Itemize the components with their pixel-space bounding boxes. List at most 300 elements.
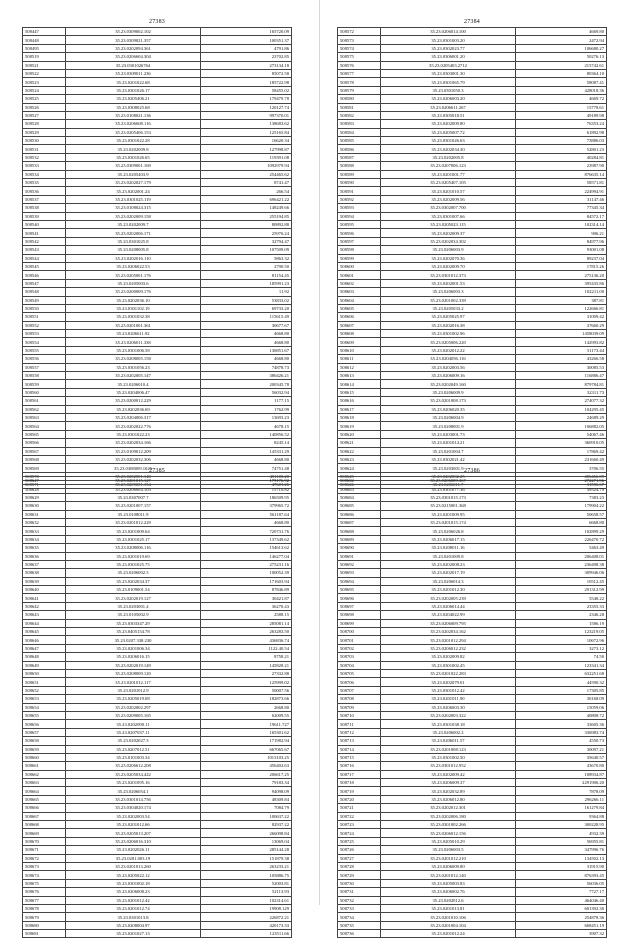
table-row [338,405,607,413]
row-code-cell: 35.23.0201019.69 [66,552,201,560]
row-code-cell: 35.23.0202094.361 [66,44,201,52]
row-id-cell: 508619 [338,422,381,430]
row-code-cell: 35.23.0201022.283 [381,669,516,677]
row-code-cell: 35.23.0204022.99 [381,611,516,619]
table-row [338,804,607,812]
row-code-cell: 35.23.0205003.83 [381,879,516,887]
table-row [23,594,292,602]
row-code-cell: 35.23.0301026.65 [66,153,201,161]
row-id-cell: 508734 [338,913,381,921]
row-code-cell: 35.23.0208009.120 [66,669,201,677]
row-id-cell: 508644 [23,619,66,627]
row-id-cell: 508628 [23,485,66,493]
row-code-cell: 35.23.0206012.156 [381,829,516,837]
row-id-cell: 508598 [338,246,381,254]
row-code-cell: 35.23.0206009.37 [381,779,516,787]
table-row [338,422,607,430]
table-row [23,678,292,686]
row-amount-cell: 102899.29 [516,527,607,535]
row-id-cell: 508605 [338,304,381,312]
row-id-cell: 508668 [23,821,66,829]
row-amount-cell: 8758.21 [201,653,292,661]
row-code-cell: 35.23.0203001.73 [381,430,516,438]
row-amount-cell: 161279.84 [516,804,607,812]
row-id-cell: 508645 [23,628,66,636]
row-amount-cell: 879784.81 [516,380,607,388]
table-row [338,262,607,270]
row-id-cell: 508577 [338,69,381,77]
row-amount-cell: 79183.34 [201,779,292,787]
table-row [338,296,607,304]
row-amount-cell: 165720.09 [201,28,292,36]
table-row [23,28,292,36]
row-id-cell: 508556 [23,355,66,363]
row-amount-cell: 106882.05 [516,422,607,430]
row-code-cell: 35.23.0201011.90 [381,695,516,703]
row-code-cell: 35.23.0202016.110 [66,254,201,262]
table-row [338,594,607,602]
table-row [338,128,607,136]
row-id-cell: 508542 [23,237,66,245]
data-table [22,27,292,489]
table-row [338,896,607,904]
row-id-cell: 508553 [23,330,66,338]
row-code-cell: 35.23.0205001.176 [66,271,201,279]
row-code-cell: 35.23.0308009.1026 [66,464,201,472]
table-row [338,53,607,61]
row-code-cell: 35.23.0301002.266 [381,821,516,829]
row-amount-cell: 273134.18 [201,61,292,69]
row-id-cell: 508708 [338,695,381,703]
row-code-cell: 35.23.0202036.69 [66,405,201,413]
row-amount-cell: 80364.10 [516,69,607,77]
row-id-cell: 508658 [23,737,66,745]
row-id-cell: 508627 [23,477,66,485]
row-code-cell: 35.23.0201015.174 [381,518,516,526]
row-amount-cell: 100637.22 [201,812,292,820]
row-id-cell: 508589 [338,170,381,178]
table-row [338,246,607,254]
table-row [23,120,292,128]
row-amount-cell: 182873.66 [201,695,292,703]
row-code-cell: 35.23.0202016.38 [381,321,516,329]
row-amount-cell: 263283.50 [201,628,292,636]
row-code-cell: 35.23.0207.338.230 [66,636,201,644]
row-amount-cell: 601392.30 [516,904,607,912]
row-id-cell: 508641 [23,594,66,602]
row-amount-cell: 266.54 [201,187,292,195]
row-id-cell: 508687 [338,518,381,526]
table-row [23,720,292,728]
table-row [338,611,607,619]
table-row [338,179,607,187]
table-row [338,330,607,338]
row-amount-cell: 291312.99 [516,586,607,594]
table-row [23,669,292,677]
row-code-cell: 35.23.0202002.297 [66,703,201,711]
table-row [338,78,607,86]
row-amount-cell: 82937.22 [201,821,292,829]
row-code-cell: 35.23.0201002.339 [381,296,516,304]
table-row [23,846,292,854]
row-amount-cell: 1458039.09 [516,330,607,338]
row-code-cell: 35.23.0207037.11 [66,728,201,736]
table-row [23,69,292,77]
table-row [23,246,292,254]
table-row [338,28,607,36]
row-code-cell: 35.23.0301032.38 [66,313,201,321]
table-row [23,535,292,543]
row-amount-cell: 2291906.20 [516,779,607,787]
row-code-cell: 35.23.0202012.301 [381,804,516,812]
row-amount-cell: 36270.43 [201,602,292,610]
row-id-cell: 508710 [338,711,381,719]
row-amount-cell: 93001.08 [516,246,607,254]
row-code-cell: 35.23.0206611.92 [66,330,201,338]
row-id-cell: 508634 [23,535,66,543]
row-amount-cell: 464046.40 [516,896,607,904]
row-id-cell: 508524 [23,86,66,94]
row-amount-cell: 16620.34 [201,137,292,145]
row-amount-cell: 5863.32 [201,254,292,262]
row-amount-cell: 7727.17 [516,888,607,896]
row-code-cell: 35.23.0206011.7 [381,481,516,489]
row-code-cell: 35.23.0201012.210 [381,854,516,862]
row-amount-cell: 206408.01 [516,552,607,560]
row-code-cell: 35.23.0309021.357 [66,36,201,44]
row-code-cell: 35.23.0202019.127 [66,594,201,602]
row-code-cell: 35.23.0301012.42 [381,686,516,694]
row-amount-cell: 15059.06 [516,703,607,711]
table-row [338,904,607,912]
row-code-cell: 35.23.0301002.18 [66,879,201,887]
row-id-cell: 508731 [338,888,381,896]
row-amount-cell: 74751.48 [201,464,292,472]
table-row [23,95,292,103]
row-code-cell: 35.23.0205033.2 [381,304,516,312]
row-code-cell: 35.23.0105002.9 [66,611,201,619]
row-amount-cell: 30421.87 [201,594,292,602]
row-id-cell: 508538 [23,204,66,212]
table-row [23,888,292,896]
table-row [338,644,607,652]
row-code-cell: 35.23.0202001.53 [381,279,516,287]
table-row [338,338,607,346]
table-row [338,137,607,145]
row-id-cell: 508640 [23,586,66,594]
row-id-cell: 508700 [338,628,381,636]
row-id-cell: 508669 [23,829,66,837]
row-amount-cell: 151879.38 [201,854,292,862]
table-row [338,527,607,535]
row-id-cell: 508697 [338,602,381,610]
row-id-cell: 508712 [338,728,381,736]
row-id-cell: 508681 [23,930,66,938]
table-row [338,502,607,510]
row-id-cell: 508590 [338,179,381,187]
table-row [23,619,292,627]
row-id-cell: 508609 [338,338,381,346]
row-code-cell: 35.23.0201009.8 [381,552,516,560]
row-amount-cell: 179479.78 [201,95,292,103]
row-code-cell: 35.23.0305018.51 [381,111,516,119]
row-code-cell: 35.23.0205010.29 [381,837,516,845]
table-row [338,212,607,220]
row-code-cell: 35.23.0204006.47 [66,388,201,396]
row-amount-cell: 4791.86 [201,44,292,52]
row-id-cell: 508552 [23,321,66,329]
table-row [23,455,292,463]
row-id-cell: 508584 [338,128,381,136]
row-amount-cell: 395435.86 [516,279,607,287]
row-code-cell: 35.23.0206003.20 [381,95,516,103]
table-row [338,753,607,761]
table-row [338,821,607,829]
row-amount-cell: 102314.61 [201,896,292,904]
row-id-cell: 508567 [23,447,66,455]
row-amount-cell: 206617.25 [201,770,292,778]
table-row [23,36,292,44]
row-amount-cell: 148249.66 [201,204,292,212]
row-id-cell: 508586 [338,145,381,153]
table-row [338,195,607,203]
row-code-cell: 35.23.0206020.35 [381,405,516,413]
table-row [338,288,607,296]
row-amount-cell: 17305.85 [516,686,607,694]
table-row [23,560,292,568]
table-row [23,753,292,761]
row-code-cell: 35.23.0205019.08 [66,695,201,703]
row-id-cell: 508550 [23,304,66,312]
row-amount-cell: 40284.81 [516,153,607,161]
row-code-cell: 35.23.0201001.361 [66,321,201,329]
row-id-cell: 508547 [23,279,66,287]
table-row [23,128,292,136]
row-code-cell: 35.23.0204056.116 [381,355,516,363]
row-id-cell: 508526 [23,103,66,111]
row-code-cell: 35.23.0202034.162 [381,628,516,636]
row-code-cell: 35.23.0206009.795 [381,619,516,627]
table-row [23,728,292,736]
table-row [23,162,292,170]
table-row [23,103,292,111]
row-amount-cell: 80892.88 [201,220,292,228]
row-amount-cell: 116886.47 [516,372,607,380]
row-id-cell: 508588 [338,162,381,170]
row-id-cell: 508569 [23,464,66,472]
table-row [23,137,292,145]
row-id-cell: 508603 [338,288,381,296]
row-amount-cell: 1092979.94 [201,162,292,170]
row-code-cell: 35.23.0304020.174 [66,804,201,812]
row-code-cell: 35.23.0202034.37 [66,577,201,585]
table-row [338,485,607,493]
row-amount-cell: 7084.79 [201,804,292,812]
table-row [23,346,292,354]
row-id-cell: 508559 [23,380,66,388]
row-amount-cell: 456402.63 [201,762,292,770]
table-row [23,422,292,430]
table-row [23,372,292,380]
row-id-cell: 508537 [23,195,66,203]
row-amount-cell: 127998.87 [201,145,292,153]
row-code-cell: 35.23.0202019.149 [66,661,201,669]
row-amount-cell: 138683.62 [201,120,292,128]
row-amount-cell: 2790.50 [201,262,292,270]
row-id-cell: 508539 [23,212,66,220]
row-amount-cell: 115615.49 [201,313,292,321]
table-row [23,212,292,220]
row-amount-cell: 226872.21 [201,913,292,921]
row-id-cell: 508572 [338,28,381,36]
row-id-cell: 508652 [23,686,66,694]
row-id-cell: 508604 [338,296,381,304]
row-id-cell: 508583 [338,120,381,128]
table-row [23,477,292,485]
row-code-cell: 35.23.0301006.58 [66,346,201,354]
row-code-cell: 35.23.0206009.80 [381,862,516,870]
row-id-cell: 508544 [23,254,66,262]
row-amount-cell: 2472.94 [516,36,607,44]
table-row [23,447,292,455]
row-code-cell: 35.23.0201012.140 [381,871,516,879]
table-row [338,669,607,677]
table-row [23,179,292,187]
row-amount-cell: 1177.15 [201,397,292,405]
table-row [338,120,607,128]
table-row [23,262,292,270]
row-code-cell: 35.23.0206003.3 [381,288,516,296]
row-id-cell: 508707 [338,686,381,694]
data-table [22,476,292,938]
row-code-cell: 35.23.0202026.11 [66,846,201,854]
row-id-cell: 508729 [338,871,381,879]
table-row [338,636,607,644]
data-table [337,27,607,489]
row-id-cell: 508714 [338,745,381,753]
row-code-cell: 35.23.0209005.165 [66,711,201,719]
row-amount-cell: 5463.49 [516,544,607,552]
table-row [338,661,607,669]
row-code-cell: 35.23.0206611.267 [381,103,516,111]
row-amount-cell: 255194.85 [201,212,292,220]
row-id-cell: 508704 [338,661,381,669]
table-row [338,762,607,770]
row-code-cell: 35.23.0307007.7 [66,493,201,501]
row-id-cell: 508705 [338,669,381,677]
row-amount-cell: 4668.80 [201,455,292,463]
row-id-cell: 508665 [23,795,66,803]
row-code-cell: 35.23.0308025.68 [66,103,201,111]
row-code-cell: 35.23.0206026.8 [381,527,516,535]
row-id-cell: 508615 [338,388,381,396]
row-id-cell: 508723 [338,821,381,829]
row-id-cell: 508653 [23,695,66,703]
row-code-cell: 35.23.0202090.11 [66,720,201,728]
row-id-cell: 508689 [338,535,381,543]
row-amount-cell: 123341.34 [516,661,607,669]
row-id-cell: 508612 [338,363,381,371]
row-code-cell: 35.23.0206012.80 [381,795,516,803]
row-amount-cell: 185722.98 [201,78,292,86]
table-row [338,703,607,711]
row-amount-cell: 32311.73 [516,388,607,396]
row-amount-cell: 254465.62 [201,170,292,178]
row-amount-cell: 39524.79 [516,485,607,493]
row-amount-cell: 31009.42 [516,313,607,321]
row-amount-cell: 130851.67 [201,346,292,354]
row-id-cell: 508664 [23,787,66,795]
row-id-cell: 508688 [338,527,381,535]
row-id-cell: 508639 [23,577,66,585]
row-code-cell: 35.23.0206014.100 [381,28,516,36]
row-code-cell: 35.23.0202005.239 [381,594,516,602]
row-id-cell: 508549 [23,296,66,304]
row-amount-cell: 58571.81 [516,179,607,187]
row-code-cell: 35.23.0201008.173 [381,397,516,405]
table-row [338,304,607,312]
row-id-cell: 508601 [338,271,381,279]
row-amount-cell: 122666.81 [516,304,607,312]
row-amount-cell: 4669.80 [516,28,607,36]
table-row [338,586,607,594]
row-amount-cell: 275231.16 [201,560,292,568]
table-row [338,237,607,245]
row-id-cell: 508568 [23,455,66,463]
row-code-cell: 35.23.0301050.3 [381,86,516,94]
table-row [338,220,607,228]
table-row [23,644,292,652]
row-code-cell: 35.23.0301065.79 [381,78,516,86]
row-code-cell: 35.23.0206009.16 [381,372,516,380]
table-row [23,279,292,287]
row-code-cell: 35.23.0301013.8 [66,913,201,921]
row-id-cell: 508561 [23,397,66,405]
row-id-cell: 508725 [338,837,381,845]
table-row [23,804,292,812]
row-amount-cell: 73886.03 [516,137,607,145]
row-amount-cell: 285081.14 [201,619,292,627]
row-amount-cell: 61892.98 [516,128,607,136]
row-amount-cell: 185991.23 [201,279,292,287]
table-row [338,921,607,929]
row-amount-cell: 50007.56 [201,686,292,694]
table-row [338,779,607,787]
row-code-cell: 35.23.0202009.56 [381,195,516,203]
row-code-cell: 35.23.0202006.171 [66,229,201,237]
row-code-cell: 35.23.0201010.106 [381,913,516,921]
table-row [23,871,292,879]
row-amount-cell: 30677.67 [201,321,292,329]
row-id-cell: 508575 [338,53,381,61]
row-amount-cell: 54067.46 [516,430,607,438]
row-code-cell: 35.23.0405154.78 [66,628,201,636]
row-code-cell: 35.23.0101003.34 [66,753,201,761]
row-id-cell: 508534 [23,170,66,178]
table-row [23,787,292,795]
row-code-cell: 35.23.0202032.306 [66,455,201,463]
row-code-cell: 35.23.0108011.9 [66,510,201,518]
table-row [23,552,292,560]
table-row [338,44,607,52]
row-amount-cell: 300228.95 [516,821,607,829]
row-amount-cell: 1762.99 [201,405,292,413]
table-row [23,229,292,237]
row-code-cell: 35.23.0302021.42 [381,455,516,463]
row-amount-cell: 1122.40.54 [201,644,292,652]
table-row [23,913,292,921]
row-amount-cell: 420173.33 [201,921,292,929]
